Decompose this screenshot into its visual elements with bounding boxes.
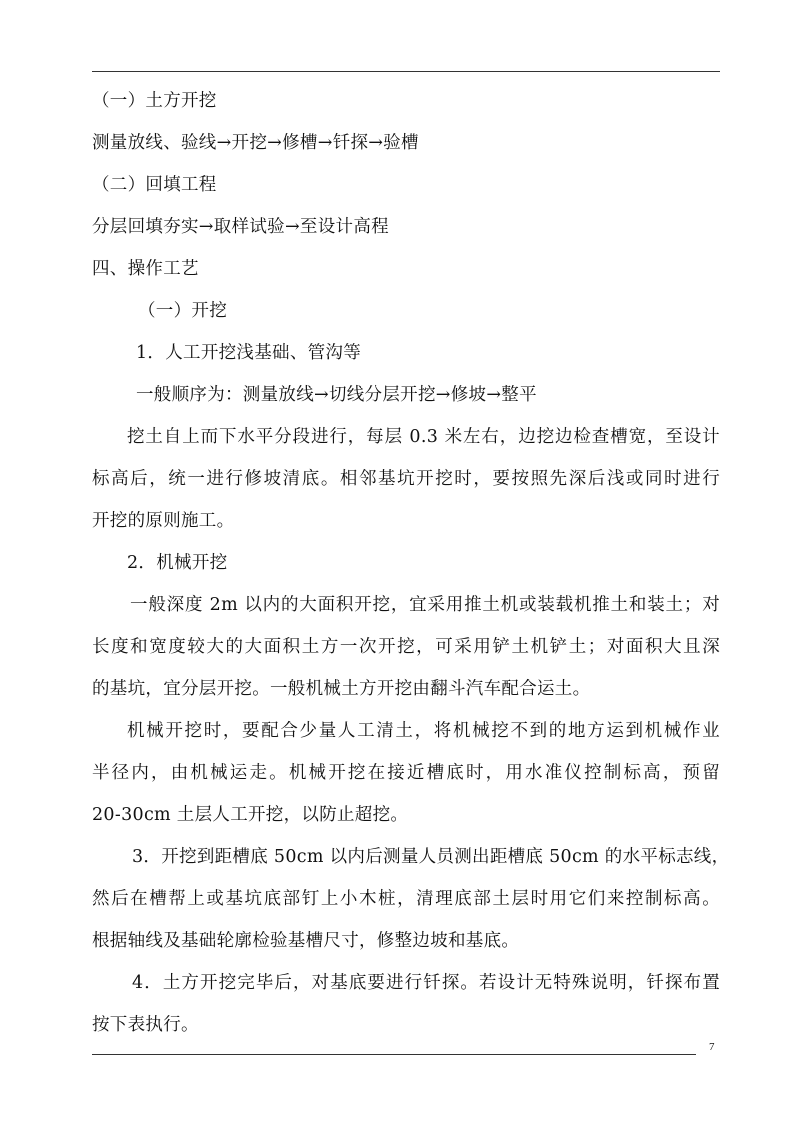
item-3-text: 3．开挖到距槽底 50cm 以内后测量人员测出距槽底 50cm 的水平标志线， xyxy=(132,847,730,867)
chapter-heading-operation: 四、操作工艺 xyxy=(92,259,199,279)
item-1-sequence: 一般顺序为：测量放线→切线分层开挖→修坡→整平 xyxy=(136,385,537,405)
section-heading-excavation: （一）土方开挖 xyxy=(92,91,217,111)
flow-excavation: 测量放线、验线→开挖→修槽→钎探→验槽 xyxy=(92,133,419,153)
header-rule xyxy=(92,71,720,72)
item-4-text: 4．土方开挖完毕后，对基底要进行钎探。若设计无特殊说明，钎探布置 xyxy=(132,973,720,993)
subheading-excavation: （一）开挖 xyxy=(138,301,227,321)
paragraph-line: 机械开挖时，要配合少量人工清土，将机械挖不到的地方运到机械作业 xyxy=(127,721,720,741)
section-heading-backfill: （二）回填工程 xyxy=(92,175,217,195)
page-number: 7 xyxy=(709,1041,715,1053)
paragraph-line: 半径内，由机械运走。机械开挖在接近槽底时，用水准仪控制标高，预留 xyxy=(92,763,720,783)
paragraph-line: 的基坑，宜分层开挖。一般机械土方开挖由翻斗汽车配合运土。 xyxy=(92,679,591,699)
paragraph-line: 根据轴线及基础轮廓检验基槽尺寸，修整边坡和基底。 xyxy=(92,931,520,951)
item-2-heading: 2．机械开挖 xyxy=(127,553,228,573)
item-1-heading: 1．人工开挖浅基础、管沟等 xyxy=(136,343,362,363)
document-body xyxy=(92,80,730,1046)
paragraph-line: 长度和宽度较大的大面积土方一次开挖，可采用铲土机铲土；对面积大且深 xyxy=(92,637,720,657)
paragraph-line: 按下表执行。 xyxy=(92,1015,199,1035)
flow-backfill: 分层回填夯实→取样试验→至设计高程 xyxy=(92,217,389,237)
paragraph-line: 然后在槽帮上或基坑底部钉上小木桩，清理底部土层时用它们来控制标高。 xyxy=(92,889,720,909)
paragraph-line: 挖土自上而下水平分段进行，每层 0.3 米左右，边挖边检查槽宽，至设计 xyxy=(127,427,720,447)
paragraph-line: 20-30cm 土层人工开挖，以防止超挖。 xyxy=(92,805,409,825)
paragraph-line: 开挖的原则施工。 xyxy=(92,511,235,531)
paragraph-line: 标高后，统一进行修坡清底。相邻基坑开挖时，要按照先深后浅或同时进行 xyxy=(92,469,720,489)
paragraph-line: 一般深度 2m 以内的大面积开挖，宜采用推土机或装载机推土和装土；对 xyxy=(130,595,720,615)
footer-rule xyxy=(92,1054,696,1055)
